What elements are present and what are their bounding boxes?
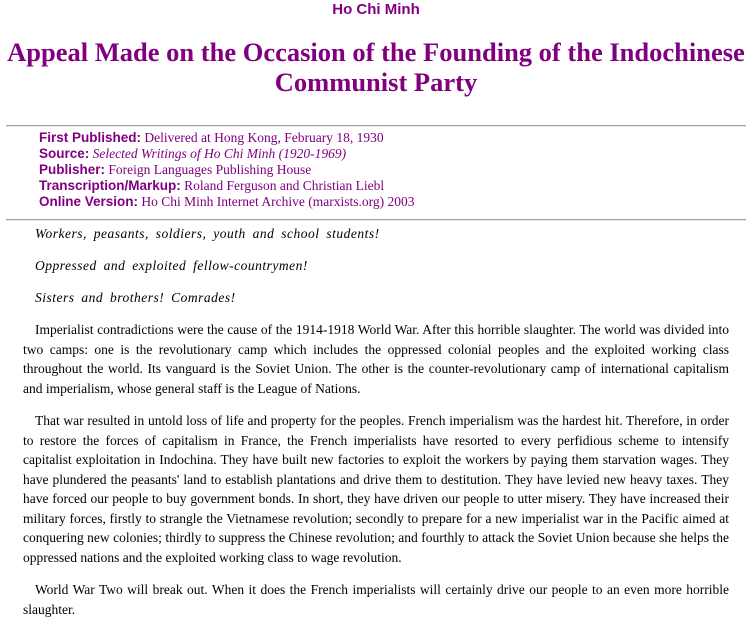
online-version-label: Online Version: (39, 194, 139, 209)
salutation: Sisters and brothers! Comrades! (35, 290, 236, 305)
main-text (0, 226, 752, 619)
transcription-value: Roland Ferguson and Christian Liebl (184, 178, 385, 193)
publication-info (0, 127, 752, 219)
bottom-divider (6, 219, 746, 221)
publisher-label: Publisher: (39, 162, 106, 177)
info-publisher (39, 162, 752, 178)
source-value: Selected Writings of Ho Chi Minh (1920-1969) (92, 146, 347, 161)
first-published-label: First Published: (39, 130, 142, 145)
info-first-published (39, 130, 752, 146)
body-paragraph: World War Two will break out. When it does the French imperialists will certainly drive our people to an even more horrible slaughter. (23, 582, 729, 617)
online-version-value: Ho Chi Minh Internet Archive (marxists.org) 2003 (141, 194, 415, 209)
publisher-value: Foreign Languages Publishing House (108, 162, 312, 177)
salutation: Oppressed and exploited fellow-countrymen! (35, 258, 308, 273)
page-title: Appeal Made on the Occasion of the Founding of the Indochinese Communist Party (7, 37, 745, 97)
info-transcription (39, 178, 752, 194)
source-label: Source: (39, 146, 90, 161)
info-source (39, 146, 752, 162)
body-paragraph: Imperialist contradictions were the cause of the 1914-1918 World War. After this horrible slaughter. The world was divided into two camps: one is the revolutionary camp which includes the oppressed colonial peoples and the exploited working class throughout the world. Its vanguard is the Soviet Union. The other is the counter-revolutionary camp of international capitalism and imperialism, whose general staff is the League of Nations. (23, 322, 729, 396)
author-heading: Ho Chi Minh (332, 1, 420, 18)
info-online-version (39, 194, 752, 210)
body-paragraph: That war resulted in untold loss of life and property for the peoples. French imperialism was the hardest hit. Therefore, in order to restore the forces of capitalism in France, the French imperialists have resorted to every perfidious scheme to intensify capitalist exploitation in Indochina. They have built new factories to exploit the workers by paying them starvation wages. They have plundered the peasants' land to establish plantations and drive them to destitution. They have levied new heavy taxes. They have forced our people to buy government bonds. In short, they have driven our people to utter misery. They have increased their military forces, firstly to strangle the Vietnamese revolution; secondly to prepare for a new imperialist war in the Pacific aimed at conquering new colonies; thirdly to suppress the Chinese revolution; and fourthly to attack the Soviet Union because she helps the oppressed nations and the exploited working class to wage revolution. (23, 413, 729, 565)
first-published-value: Delivered at Hong Kong, February 18, 1930 (144, 130, 384, 145)
salutation: Workers, peasants, soldiers, youth and school students! (35, 226, 380, 241)
transcription-label: Transcription/Markup: (39, 178, 181, 193)
